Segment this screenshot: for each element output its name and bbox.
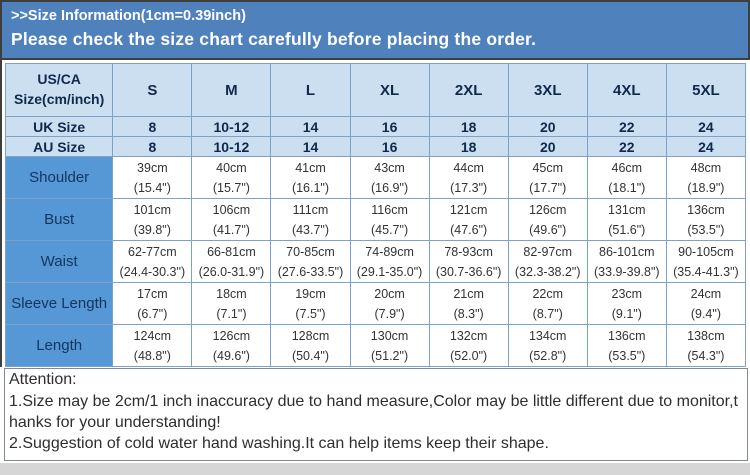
measurement-inch: (18.9") — [687, 180, 725, 195]
measurement-inch: (17.3") — [450, 180, 488, 195]
measurement-cm: 116cm — [371, 202, 408, 217]
measurement-cm: 20cm — [374, 286, 405, 301]
size-column-header: 5XL — [666, 64, 745, 117]
measurement-inch: (49.6") — [212, 348, 250, 363]
measurement-cm: 126cm — [212, 328, 251, 343]
size-column-header: 3XL — [508, 64, 587, 117]
measurement-inch: (47.6") — [450, 222, 488, 237]
measurement-cell — [271, 325, 350, 367]
measurement-cell — [271, 199, 350, 241]
measurement-cell — [271, 283, 350, 325]
measurement-inch: (8.7") — [532, 306, 563, 321]
measurement-inch: (52.0") — [450, 348, 488, 363]
measurement-row — [6, 199, 746, 241]
measurement-cm: 130cm — [370, 328, 409, 343]
size-column-header: 2XL — [429, 64, 508, 117]
measurement-inch: (52.8") — [529, 348, 567, 363]
measurement-inch: (6.7") — [137, 306, 168, 321]
size-column-header: M — [192, 64, 271, 117]
measurement-cm: 45cm — [532, 160, 564, 175]
size-value-cell: 22 — [587, 137, 666, 157]
measurement-cm: 128cm — [291, 328, 330, 343]
measurement-cell — [508, 283, 587, 325]
size-value-cell: 16 — [350, 117, 429, 137]
measurement-inch: (18.1") — [608, 180, 646, 195]
size-value-cell: 24 — [666, 117, 745, 137]
measurement-cell — [429, 283, 508, 325]
row-label: Waist — [6, 241, 113, 283]
measurement-cm: 23cm — [611, 286, 643, 301]
measurement-inch: (29.1-35.0") — [356, 264, 423, 279]
measurement-cm: 106cm — [212, 202, 251, 217]
measurement-cell — [271, 157, 350, 199]
measurement-inch: (16.9") — [371, 180, 409, 195]
measurement-cm: 78-93cm — [444, 244, 493, 259]
measurement-inch: (51.6") — [608, 222, 646, 237]
measurement-cell — [429, 199, 508, 241]
measurement-cell — [192, 199, 271, 241]
measurement-cell — [192, 241, 271, 283]
size-row — [6, 137, 746, 157]
measurement-cell — [192, 283, 271, 325]
measurement-cm: 46cm — [611, 160, 643, 175]
measurement-cell — [113, 199, 192, 241]
measurement-inch: (27.6-33.5") — [277, 264, 344, 279]
banner-title: >>Size Information(1cm=0.39inch) — [11, 8, 246, 24]
measurement-inch: (7.5") — [295, 306, 326, 321]
row-label: Shoulder — [6, 157, 113, 199]
attention-title: Attention: — [9, 371, 77, 388]
measurement-inch: (35.4-41.3") — [673, 264, 739, 279]
measurement-inch: (16.1") — [291, 180, 330, 195]
measurement-cm: 111cm — [292, 202, 329, 217]
measurement-cm: 136cm — [687, 202, 725, 217]
measurement-inch: (7.1") — [216, 306, 247, 321]
measurement-inch: (33.9-39.8") — [594, 264, 660, 279]
measurement-cell — [666, 283, 745, 325]
measurement-row — [6, 283, 746, 325]
measurement-inch: (53.5") — [687, 222, 725, 237]
row-label: AU Size — [6, 137, 113, 157]
measurement-cell — [113, 241, 192, 283]
attention-note-2: 2.Suggestion of cold water hand washing.It can help items keep their shape. — [9, 435, 549, 453]
measurement-cell — [587, 241, 666, 283]
size-row — [6, 117, 746, 137]
measurement-cm: 131cm — [608, 202, 646, 217]
measurement-inch: (9.1") — [611, 306, 642, 321]
measurement-cm: 86-101cm — [599, 244, 655, 259]
size-value-cell: 20 — [508, 137, 587, 157]
measurement-cell — [113, 157, 192, 199]
size-column-header: 4XL — [587, 64, 666, 117]
measurement-cm: 138cm — [687, 328, 725, 343]
measurement-inch: (15.7") — [212, 180, 250, 195]
measurement-cell — [587, 199, 666, 241]
measurement-cm: 70-85cm — [286, 244, 335, 259]
measurement-cell — [666, 325, 745, 367]
measurement-cm: 82-97cm — [523, 244, 573, 259]
measurement-cm: 101cm — [133, 202, 172, 217]
measurement-cm: 21cm — [453, 286, 484, 301]
bottom-margin — [0, 463, 750, 475]
size-value-cell: 24 — [666, 137, 745, 157]
measurement-cm: 132cm — [449, 328, 488, 343]
size-chart-table — [5, 63, 746, 367]
measurement-cm: 48cm — [690, 160, 722, 175]
measurement-cell — [192, 325, 271, 367]
measurement-inch: (15.4") — [133, 180, 171, 195]
size-column-header: S — [113, 64, 192, 117]
measurement-cm: 41cm — [295, 160, 326, 175]
row-label: UK Size — [6, 117, 113, 137]
corner-header-cell — [6, 64, 113, 117]
measurement-inch: (26.0-31.9") — [198, 264, 265, 279]
measurement-cell — [350, 157, 429, 199]
measurement-inch: (51.2") — [371, 348, 409, 363]
size-value-cell: 14 — [271, 137, 350, 157]
measurement-cell — [429, 325, 508, 367]
measurement-inch: (17.7") — [529, 180, 567, 195]
row-label: Bust — [6, 199, 113, 241]
measurement-cell — [587, 157, 666, 199]
corner-label-line1: US/CA — [37, 71, 81, 88]
attention-note-1: 1.Size may be 2cm/1 inch inaccuracy due to hand measure,Color may be little different due to monitor,thanks for your understanding! — [9, 392, 738, 431]
measurement-cm: 66-81cm — [207, 244, 256, 259]
measurement-cell — [587, 325, 666, 367]
measurement-cell — [508, 325, 587, 367]
measurement-cm: 44cm — [453, 160, 484, 175]
measurement-inch: (48.8") — [133, 348, 171, 363]
measurement-cell — [508, 157, 587, 199]
measurement-cell — [429, 157, 508, 199]
size-value-cell: 22 — [587, 117, 666, 137]
measurement-cell — [350, 241, 429, 283]
measurement-cell — [666, 199, 745, 241]
size-value-cell: 16 — [350, 137, 429, 157]
measurement-cm: 136cm — [608, 328, 646, 343]
measurement-cm: 18cm — [216, 286, 247, 301]
measurement-cell — [350, 283, 429, 325]
measurement-cm: 19cm — [295, 286, 326, 301]
row-label: Length — [6, 325, 113, 367]
measurement-inch: (49.6") — [529, 222, 567, 237]
measurement-cm: 74-89cm — [365, 244, 414, 259]
measurement-inch: (30.7-36.6") — [435, 264, 502, 279]
size-column-header: L — [271, 64, 350, 117]
measurement-inch: (32.3-38.2") — [514, 264, 581, 279]
measurement-cm: 124cm — [133, 328, 172, 343]
measurement-inch: (39.8") — [133, 222, 171, 237]
measurement-cell — [587, 283, 666, 325]
measurement-cell — [508, 199, 587, 241]
measurement-cm: 22cm — [532, 286, 564, 301]
size-value-cell: 18 — [429, 117, 508, 137]
size-chart-table-wrap — [0, 60, 750, 367]
size-value-cell: 20 — [508, 117, 587, 137]
banner-subtitle: Please check the size chart carefully before placing the order. — [11, 29, 537, 49]
banner — [0, 0, 750, 60]
measurement-inch: (45.7") — [371, 222, 409, 237]
corner-label-line2: Size(cm/inch) — [14, 91, 105, 107]
size-value-cell: 14 — [271, 117, 350, 137]
measurement-inch: (9.4") — [690, 306, 721, 321]
size-value-cell: 10-12 — [192, 117, 271, 137]
measurement-row — [6, 241, 746, 283]
size-value-cell: 10-12 — [192, 137, 271, 157]
measurement-cell — [508, 241, 587, 283]
measurement-inch: (54.3") — [687, 348, 725, 363]
measurement-cell — [350, 325, 429, 367]
measurement-cell — [113, 325, 192, 367]
attention-box — [4, 368, 748, 461]
measurement-inch: (7.9") — [374, 306, 405, 321]
measurement-inch: (53.5") — [608, 348, 646, 363]
measurement-cell — [350, 199, 429, 241]
measurement-row — [6, 325, 746, 367]
measurement-inch: (43.7") — [291, 222, 330, 237]
measurement-cell — [113, 283, 192, 325]
size-value-cell: 8 — [113, 117, 192, 137]
measurement-cm: 126cm — [528, 202, 567, 217]
measurement-cm: 62-77cm — [128, 244, 177, 259]
measurement-cm: 121cm — [449, 202, 488, 217]
measurement-cm: 43cm — [374, 160, 405, 175]
measurement-cell — [192, 157, 271, 199]
measurement-inch: (24.4-30.3") — [119, 264, 186, 279]
measurement-row — [6, 157, 746, 199]
row-label: Sleeve Length — [6, 283, 113, 325]
measurement-inch: (41.7") — [212, 222, 250, 237]
measurement-inch: (50.4") — [291, 348, 330, 363]
measurement-cm: 39cm — [137, 160, 168, 175]
size-value-cell: 18 — [429, 137, 508, 157]
measurement-cell — [271, 241, 350, 283]
measurement-cm: 17cm — [137, 286, 168, 301]
measurement-cm: 40cm — [216, 160, 247, 175]
measurement-cell — [666, 157, 745, 199]
size-value-cell: 8 — [113, 137, 192, 157]
measurement-cm: 134cm — [528, 328, 567, 343]
measurement-cell — [429, 241, 508, 283]
size-column-header: XL — [350, 64, 429, 117]
header-row — [6, 64, 746, 117]
measurement-cm: 90-105cm — [678, 244, 734, 259]
measurement-cm: 24cm — [690, 286, 722, 301]
measurement-inch: (8.3") — [453, 306, 484, 321]
measurement-cell — [666, 241, 745, 283]
